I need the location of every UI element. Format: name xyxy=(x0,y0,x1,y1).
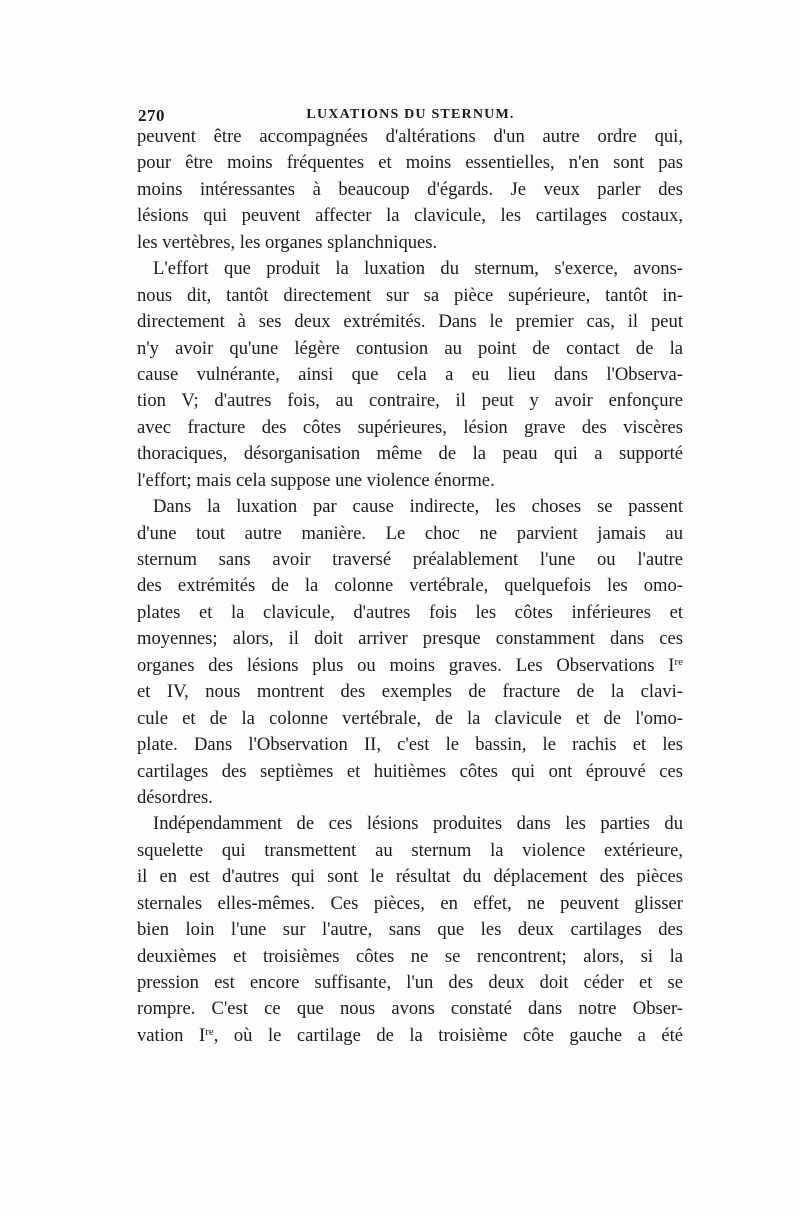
text-line xyxy=(137,626,683,652)
text-line-content: d'une tout autre manière. Le choc ne parvient jamais au xyxy=(137,522,683,544)
text-line-content: organes des lésions plus ou moins graves. Les Observations I xyxy=(137,654,675,676)
text-line xyxy=(137,996,683,1022)
text-line-content: vation I xyxy=(137,1024,206,1046)
text-line-content: sternales elles-mêmes. Ces pièces, en effet, ne peuvent glisser xyxy=(137,892,683,914)
text-line xyxy=(137,679,683,705)
text-line xyxy=(137,811,683,837)
text-line-content: Indépendamment de ces lésions produites dans les parties du xyxy=(153,813,683,835)
text-line xyxy=(137,759,683,785)
text-line xyxy=(137,415,683,441)
text-line xyxy=(137,732,683,758)
text-line xyxy=(137,203,683,229)
text-line-content: tion V; d'autres fois, au contraire, il peut y avoir enfonçure xyxy=(137,390,683,412)
text-line xyxy=(137,573,683,599)
text-line-content: il en est d'autres qui sont le résultat du déplacement des pièces xyxy=(137,866,683,888)
text-line-content: les vertèbres, les organes splanchniques. xyxy=(137,231,438,253)
text-line xyxy=(137,785,683,811)
text-line xyxy=(137,124,683,150)
text-line xyxy=(137,309,683,335)
text-line xyxy=(137,336,683,362)
text-line xyxy=(137,970,683,996)
text-line-content: l'effort; mais cela suppose une violence énorme. xyxy=(137,469,495,491)
text-line-content: rompre. C'est ce que nous avons constaté dans notre Obser- xyxy=(137,998,683,1020)
body-text xyxy=(137,124,683,1049)
text-line-content: désordres. xyxy=(137,786,213,808)
text-line xyxy=(137,547,683,573)
text-line xyxy=(137,494,683,520)
text-line xyxy=(137,838,683,864)
text-line xyxy=(137,283,683,309)
superscript: re xyxy=(205,1025,214,1038)
text-line-content: thoraciques, désorganisation même de la peau qui a supporté xyxy=(137,443,683,465)
text-line-content: Dans la luxation par cause indirecte, les choses se passent xyxy=(153,496,683,518)
page-number: 270 xyxy=(138,106,165,125)
text-line-continuation: , où le cartilage de la troisième côte gauche a été xyxy=(213,1024,683,1046)
text-line xyxy=(137,150,683,176)
text-line-content: directement à ses deux extrémités. Dans le premier cas, il peut xyxy=(137,311,683,333)
text-line xyxy=(137,600,683,626)
superscript: re xyxy=(674,655,683,668)
text-line-content: cause vulnérante, ainsi que cela a eu lieu dans l'Observa- xyxy=(137,363,683,385)
text-line xyxy=(137,706,683,732)
text-line-content: plates et la clavicule, d'autres fois les côtes inférieures et xyxy=(137,601,683,623)
text-line-content: cartilages des septièmes et huitièmes côtes qui ont éprouvé ces xyxy=(137,760,683,782)
text-line-content: et IV, nous montrent des exemples de fracture de la clavi- xyxy=(137,681,683,703)
text-line xyxy=(137,917,683,943)
text-line xyxy=(137,653,683,679)
text-line xyxy=(137,944,683,970)
text-line-content: moins intéressantes à beaucoup d'égards. Je veux parler des xyxy=(137,178,683,200)
text-line xyxy=(137,177,683,203)
text-line-content: plate. Dans l'Observation II, c'est le bassin, le rachis et les xyxy=(137,734,683,756)
text-line-content: pour être moins fréquentes et moins essentielles, n'en sont pas xyxy=(137,152,683,174)
text-line xyxy=(137,521,683,547)
text-line xyxy=(137,1023,683,1049)
text-line-content: moyennes; alors, il doit arriver presque constamment dans ces xyxy=(137,628,683,650)
text-line xyxy=(137,864,683,890)
text-line xyxy=(137,468,683,494)
text-line-content: n'y avoir qu'une légère contusion au point de contact de la xyxy=(137,337,683,359)
text-line xyxy=(137,230,683,256)
text-line-content: avec fracture des côtes supérieures, lésion grave des viscères xyxy=(137,416,683,438)
text-line xyxy=(137,256,683,282)
text-line xyxy=(137,362,683,388)
text-line-content: sternum sans avoir traversé préalablement l'une ou l'autre xyxy=(137,549,683,570)
text-line xyxy=(137,891,683,917)
text-line-content: peuvent être accompagnées d'altérations d'un autre ordre qui, xyxy=(137,126,683,147)
text-line-content: pression est encore suffisante, l'un des deux doit céder et se xyxy=(137,972,683,993)
text-line-content: deuxièmes et troisièmes côtes ne se rencontrent; alors, si la xyxy=(137,945,683,967)
text-line xyxy=(137,388,683,414)
text-line-content: cule et de la colonne vertébrale, de la clavicule et de l'omo- xyxy=(137,707,683,729)
text-line-content: des extrémités de la colonne vertébrale, quelquefois les omo- xyxy=(137,575,683,597)
text-line-content: lésions qui peuvent affecter la clavicule, les cartilages costaux, xyxy=(137,205,683,227)
text-line xyxy=(137,441,683,467)
text-line-content: squelette qui transmettent au sternum la violence extérieure, xyxy=(137,839,683,861)
text-line-content: bien loin l'une sur l'autre, sans que les deux cartilages des xyxy=(137,919,683,941)
text-line-content: L'effort que produit la luxation du sternum, s'exerce, avons- xyxy=(153,258,683,280)
running-title: LUXATIONS DU STERNUM. xyxy=(306,107,515,122)
text-line-content: nous dit, tantôt directement sur sa pièce supérieure, tantôt in- xyxy=(137,284,683,306)
